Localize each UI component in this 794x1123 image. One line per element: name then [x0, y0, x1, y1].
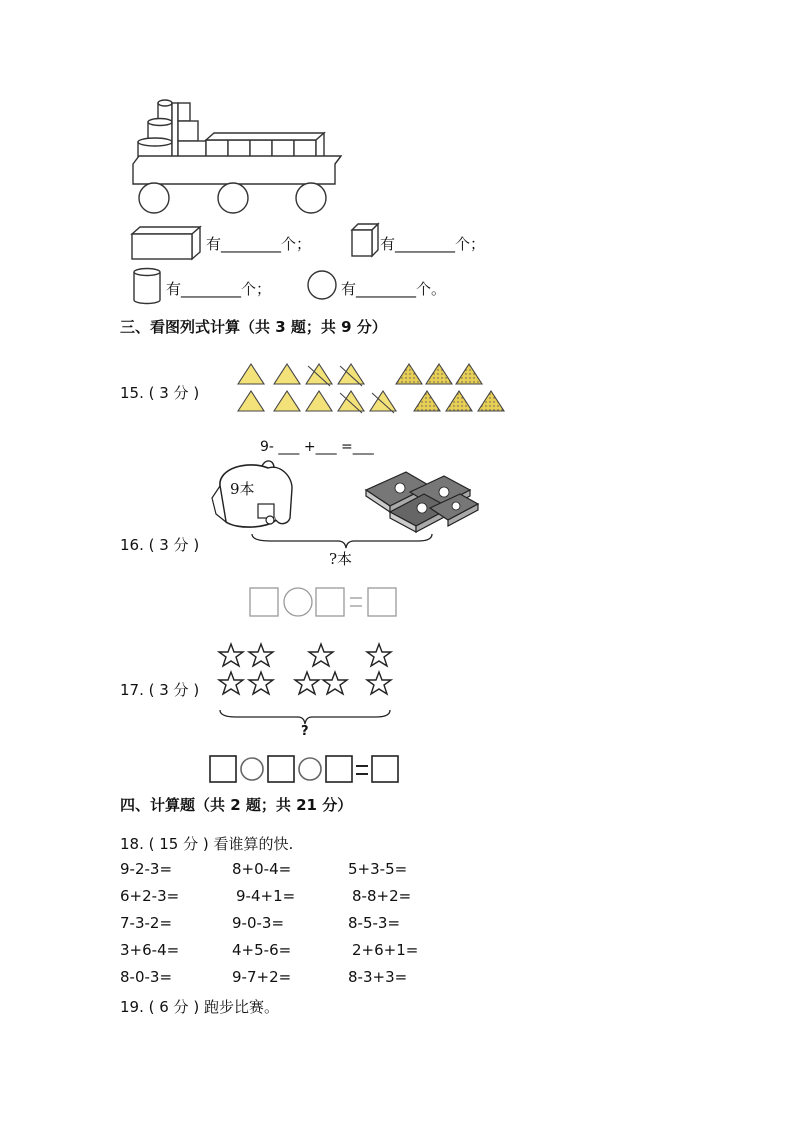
section3-heading: 三、看图列式计算（共 3 题；共 9 分）: [120, 318, 387, 336]
problem: 9-4+1=: [236, 887, 296, 905]
problem: 9-7+2=: [232, 968, 292, 986]
problem: 8-3+3=: [348, 968, 408, 986]
q15-label: 15. ( 3 分 ): [120, 384, 200, 402]
q17-label: 17. ( 3 分 ): [120, 681, 200, 699]
problem: 6+2-3=: [120, 887, 180, 905]
problem: 8-5-3=: [348, 914, 401, 932]
problem: 9-2-3=: [120, 860, 173, 878]
truck-illustration: [0, 0, 794, 220]
cuboid-count-label: 有________个；: [206, 235, 312, 253]
truck-bed: [133, 156, 341, 184]
cylinder-stack: [138, 100, 172, 164]
cuboid-icon: [130, 224, 210, 264]
q17-brace: [218, 708, 418, 728]
q15-triangles: [236, 360, 536, 420]
schoolbag-icon: [208, 458, 308, 538]
bag-book-count: 9本: [230, 480, 255, 498]
q18-label: 18. ( 15 分 ) 看谁算的快.: [120, 835, 294, 853]
cylinder-count-label: 有________个；: [166, 280, 272, 298]
sphere-count-label: 有________个。: [341, 280, 447, 298]
problem: 8-0-3=: [120, 968, 173, 986]
q16-total-label: ?本: [329, 550, 353, 568]
problem: 8-8+2=: [352, 887, 412, 905]
problem: 7-3-2=: [120, 914, 173, 932]
q17-answer-frame: [208, 754, 408, 788]
wheel-middle: [218, 183, 248, 213]
problem: 2+6+1=: [352, 941, 419, 959]
q17-stars: [215, 640, 415, 700]
wheel-right: [296, 183, 326, 213]
problem: 8+0-4=: [232, 860, 292, 878]
q19-label: 19. ( 6 分 ) 跑步比赛。: [120, 998, 279, 1016]
right-stack: [178, 103, 206, 164]
q16-answer-frame: [248, 586, 408, 622]
q15-formula: 9- ___ +___ =___: [260, 439, 374, 455]
problem: 9-0-3=: [232, 914, 285, 932]
books-stack-icon: [360, 468, 480, 538]
problem: 4+5-6=: [232, 941, 292, 959]
wheel-left: [139, 183, 169, 213]
problem: 3+6-4=: [120, 941, 180, 959]
q16-label: 16. ( 3 分 ): [120, 536, 200, 554]
cube-count-label: 有________个；: [380, 235, 486, 253]
q17-question-mark: ?: [301, 724, 309, 739]
section4-heading: 四、计算题（共 2 题；共 21 分）: [120, 796, 353, 814]
problem: 5+3-5=: [348, 860, 408, 878]
